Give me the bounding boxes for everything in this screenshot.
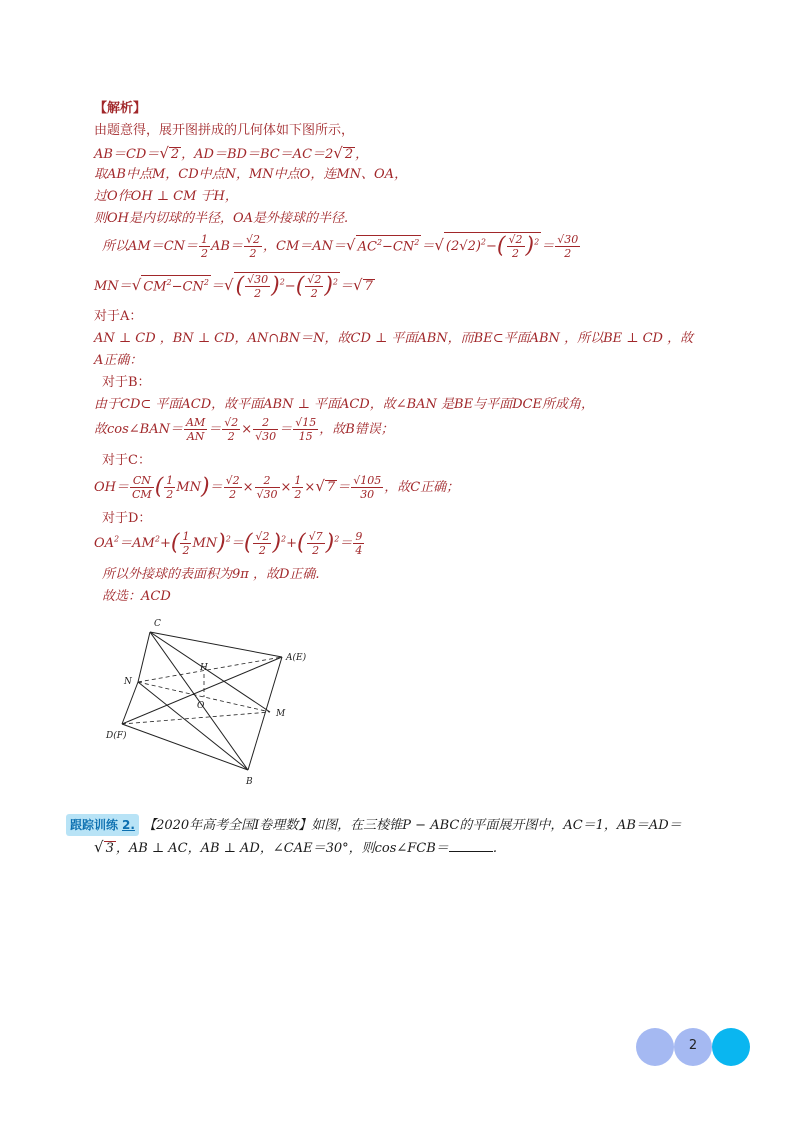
line-19: 故选：ACD bbox=[102, 589, 171, 604]
label-n: N bbox=[124, 677, 132, 687]
circle-left bbox=[636, 1028, 674, 1066]
practice-problem bbox=[66, 814, 736, 860]
practice-line-2: √ 3 ，AB ⊥ AC，AB ⊥ AD，∠CAE＝30°，则cos∠FCB＝ . bbox=[94, 838, 497, 856]
line-11: 对于B： bbox=[102, 375, 151, 390]
dashed-na bbox=[138, 657, 282, 682]
edge-ca bbox=[150, 632, 282, 657]
line-7: MN＝√ $CM^2-CN^2$ ＝√( $\frac{√30}{2}$ )$^2$−( $\frac{√2}{2}$ )$^2$ ＝√ 7 bbox=[94, 273, 373, 300]
line-6: 所以AM＝CN＝ $\frac{1}{2}$ AB＝ $\frac{√2}{2}$ ，CM＝AN＝√ $AC^2-CN^2$ ＝√ $(2√2)^2-$( $\frac{√2}{2}$ )$^2$ ＝ $\frac{√30}{2}$ bbox=[102, 233, 579, 260]
line-12: 由于CD⊂ 平面ACD，故平面ABN ⊥ 平面ACD，故∠BAN 是BE与平面DCE所成角， bbox=[94, 397, 594, 412]
line-2: AB＝CD＝√ 2 ，AD＝BD＝BC＝AC＝2√ 2 ， bbox=[94, 144, 369, 162]
label-m: M bbox=[276, 709, 286, 719]
circle-right bbox=[712, 1028, 750, 1066]
edge-db bbox=[122, 724, 248, 770]
practice-badge: 跟踪训练 2. bbox=[66, 814, 139, 836]
edge-nd bbox=[122, 682, 138, 724]
page-number: 2 bbox=[688, 1038, 698, 1053]
line-9: AN ⊥ CD ，BN ⊥ CD，AN∩BN＝N，故CD ⊥ 平面ABN，而BE⊂平面ABN ，所以BE ⊥ CD ，故 bbox=[94, 331, 694, 346]
label-a: A(E) bbox=[286, 653, 307, 663]
edge-cn bbox=[138, 632, 150, 682]
answer-blank[interactable] bbox=[449, 851, 493, 852]
line-13: 故cos∠BAN＝ $\frac{AM}{AN}$ ＝ $\frac{√2}{2}$ × $\frac{2}{√30}$ ＝ $\frac{√15}{15}$ ，故B错误； bbox=[94, 416, 394, 443]
practice-line-1: 跟踪训练 2. 【2020年高考全国Ⅰ卷理数】如图，在三棱锥P − ABC的平面展开图中，AC＝1，AB＝AD＝ bbox=[66, 814, 736, 836]
page-number-badge bbox=[636, 1028, 756, 1068]
line-17: $OA^2=AM^2+$( $\frac{1}{2}$ MN)$^2$＝( $\frac{√2}{2}$ )$^2$+( $\frac{√7}{2}$ )$^2$＝ $\frac{9}{4}$ bbox=[94, 530, 363, 557]
line-1: 由题意得，展开图拼成的几何体如下图所示， bbox=[94, 123, 355, 138]
line-5: 则OH是内切球的半径，OA是外接球的半径. bbox=[94, 211, 349, 226]
label-b: B bbox=[246, 777, 253, 787]
label-c: C bbox=[154, 619, 161, 629]
line-8: 对于A： bbox=[94, 309, 143, 324]
line-14: 对于C： bbox=[102, 453, 151, 468]
line-15: OH＝ $\frac{CN}{CM}$ ( $\frac{1}{2}$ MN)＝ $\frac{√2}{2}$ × $\frac{2}{√30}$ × $\frac{1}{2}$ ×√ 7 ＝ $\frac{√105}{30}$ ，故C正确； bbox=[94, 474, 460, 501]
line-10: A正确： bbox=[94, 353, 143, 368]
label-h: H bbox=[200, 663, 208, 673]
line-3: 取AB中点M，CD中点N，MN中点O，连MN、OA， bbox=[94, 167, 408, 182]
line-4: 过O作OH ⊥ CM 于H， bbox=[94, 189, 238, 204]
label-o: O bbox=[197, 701, 205, 711]
line-18: 所以外接球的表面积为9π ，故D正确. bbox=[102, 567, 320, 582]
edge-cm bbox=[150, 632, 270, 712]
edge-nb bbox=[138, 682, 248, 770]
solution-heading: 【解析】 bbox=[94, 101, 147, 116]
line-16: 对于D： bbox=[102, 511, 152, 526]
dashed-dm bbox=[122, 712, 270, 724]
label-d: D(F) bbox=[106, 731, 127, 741]
geometry-figure bbox=[100, 612, 320, 792]
